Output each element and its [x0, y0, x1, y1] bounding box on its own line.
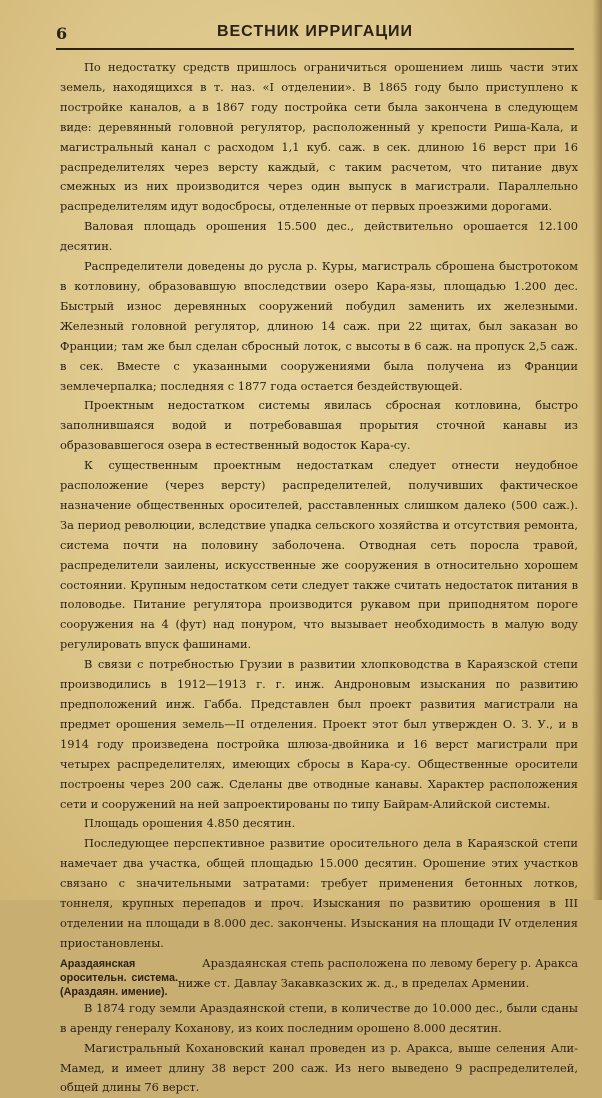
paragraph-irrigation-area: Площадь орошения 4.850 десятин. [84, 816, 296, 831]
paragraph-shortcomings: К существенным проектным недостаткам следует отнести неудобное расположение (через версту) распределителей, получивших фактическое назначение общественных оросителей, расставленных слишком далеко (500 саж.). За период революции, вследствие упадка сельского хозяйства и отсутствия ремонта, система почти на половину заболочена. Отводная сеть поросла травой, распределители заилены, искусственные же сооружения в относительно хорошем состоянии. Крупным недостатком сети следует также считать недостаток питания в половодье. Питание регулятора производится рукавом при приподнятом пороге сооружения на 4 (фут) над понуром, что вызывает необходимость в малую воду регулировать впуск фашинами. [60, 458, 578, 652]
paragraph-kokhanov-canal: Магистральный Кохановский канал проведен из р. Аракса, выше селения Али-Мамед, и имеет длину 38 верст 200 саж. Из него выведено 9 распределителей, общей длины 76 верст. [60, 1040, 578, 1095]
paragraph-perspective: Последующее перспективное развитие оросительного дела в Караязской степи намечает два участка, общей площадью 15.000 десятин. Орошение этих участков связано с значительными затратами: требует применения бетонных лотков, тоннеля, крупных перепадов и проч. Изыскания по развитию орошения в III отделении на площади в 8.000 дес. закончены. Изыскания на площади IV отделения приостановлены. [60, 836, 578, 950]
paragraph-gross-area: Валовая площадь орошения 15.500 дес., действительно орошается 12.100 десятин. [60, 219, 578, 254]
paragraph-design-flaw: Проектным недостатком системы явилась сбросная котловина, быстро заполнившаяся водой и потребовавшая прорытия сточной канавы из образовавшегося озера в естественный водосток Кара-су. [60, 398, 578, 453]
article-body [60, 58, 578, 1098]
paragraph-cotton-development: В связи с потребностью Грузии в развитии хлопководства в Караязской степи производились в 1912—1913 г. г. инж. Андроновым изыскания по развитию предположений инж. Габба. Представлен был проект развития магистрали на предмет орошения земель—II отделения. Проект этот был утвержден О. З. У., и в 1914 году произведена постройка шлюза-двойника и 16 верст магистрали при четырех распределителях, имеющих сбросы в Кара-су. Общественные оросители построены через 200 саж. Сделаны две отводные канавы. Характер расположения сети и сооружений на ней запроектированы по типу Байрам-Алийской системы. [60, 657, 578, 811]
paragraph-kokhanov-lease: В 1874 году земли Араздаянской степи, в количестве до 10.000 дес., были сданы в аренду генералу Коханову, из коих последним орошено 8.000 десятин. [60, 1000, 578, 1035]
paragraph-network-construction: По недостатку средств пришлось ограничиться орошением лишь части этих земель, находящихся в т. наз. «I отделении». В 1865 году было приступлено к постройке каналов, а в 1867 году постройка сети была закончена в следующем виде: деревянный головной регулятор, расположенный у крепости Риша-Кала, и магистральный канал с расходом 1,1 куб. саж. в сек. длиною 16 верст при 16 распределителях через версту каждый, с таким расчетом, что питание двух смежных из них производится через один выпуск в магистрали. Параллельно распределителям идут водосбросы, отделенные от первых проезжими дорогами. [60, 60, 578, 214]
page-header [56, 22, 574, 50]
araz-section [60, 954, 578, 999]
page-number: 6 [56, 24, 68, 43]
side-heading: Араздаянская оросительн. система. (Араздаян. имение). [60, 957, 178, 998]
paragraph-araz-steppe: Араздаянская степь расположена по левому берегу р. Аракса ниже ст. Давлау Закавказских ж. д., в пределах Армении. [178, 955, 578, 990]
paragraph-distributors: Распределители доведены до русла р. Куры, магистраль сброшена быстротоком в котловину, образовавшую впоследствии озеро Кара-язы, площадью 1.200 дес. Быстрый износ деревянных сооружений побудил заменить их железными. Железный головной регулятор, длиною 14 саж. при 22 щитах, был заказан во Франции; там же был сделан сбросный лоток, с высоты в 6 саж. на пропуск 2,5 саж. в сек. Вместе с указанными сооружениями была получена из Франции землечерпалка; последняя с 1877 года остается бездействующей. [60, 259, 578, 393]
journal-title: ВЕСТНИК ИРРИГАЦИИ [216, 23, 414, 40]
